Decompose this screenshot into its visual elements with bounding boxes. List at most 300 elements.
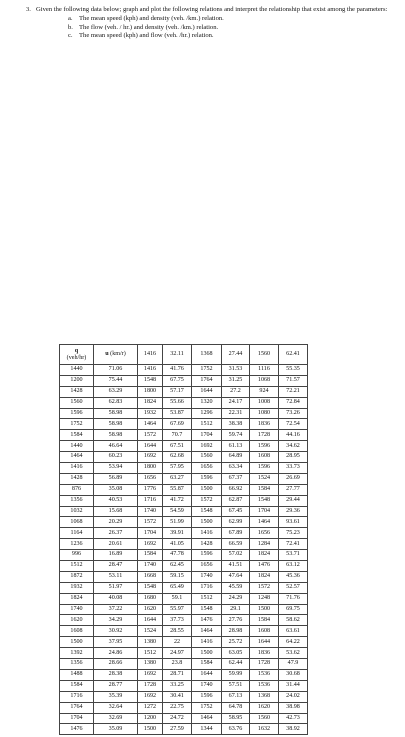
table-cell: 1536 — [250, 680, 279, 691]
table-cell: 46.64 — [94, 441, 138, 452]
table-cell: 60.23 — [94, 452, 138, 463]
table-cell: 1584 — [192, 659, 222, 670]
table-cell: 64.22 — [279, 637, 308, 648]
table-cell: 1476 — [60, 724, 94, 735]
table-cell: 924 — [250, 386, 279, 397]
table-cell: 1428 — [60, 386, 94, 397]
table-cell: 24.97 — [163, 648, 192, 659]
table-cell: 1596 — [192, 473, 222, 484]
table-cell: 72.54 — [279, 419, 308, 430]
table-cell: 1416 — [192, 637, 222, 648]
table-row — [60, 506, 308, 517]
table-row — [60, 550, 308, 561]
table-cell: 22.75 — [163, 702, 192, 713]
table-cell: 29.36 — [279, 506, 308, 517]
table-cell: 1596 — [60, 408, 94, 419]
table-row — [60, 713, 308, 724]
table-cell: 42.73 — [279, 713, 308, 724]
table-cell: 1656 — [192, 561, 222, 572]
table-cell: 53.62 — [279, 648, 308, 659]
item-text: The flow (veh. / hr.) and density (veh. /km.) relation. — [79, 23, 219, 31]
table-cell: 67.75 — [163, 375, 192, 386]
table-row — [60, 659, 308, 670]
table-cell: 1560 — [60, 397, 94, 408]
table-cell: 1596 — [192, 550, 222, 561]
table-cell: 28.98 — [222, 626, 250, 637]
table-body — [60, 365, 308, 735]
table-cell: 1752 — [192, 702, 222, 713]
table-row — [60, 582, 308, 593]
table-cell: 59.99 — [222, 669, 250, 680]
table-cell: 1680 — [138, 593, 163, 604]
table-cell: 1500 — [250, 604, 279, 615]
table-row — [60, 615, 308, 626]
table-cell: 1692 — [138, 452, 163, 463]
table-cell: 67.45 — [222, 506, 250, 517]
table-cell: 1692 — [192, 441, 222, 452]
table-cell: 1692 — [138, 669, 163, 680]
table-cell: 75.23 — [279, 528, 308, 539]
table-cell: 1536 — [250, 669, 279, 680]
table-cell: 1500 — [192, 648, 222, 659]
table-cell: 1716 — [60, 691, 94, 702]
table-cell: 41.76 — [163, 365, 192, 376]
table-row — [60, 702, 308, 713]
table-cell: 1836 — [250, 419, 279, 430]
table-cell: 1488 — [60, 669, 94, 680]
table-cell: 30.68 — [279, 669, 308, 680]
table-cell: 66.59 — [222, 539, 250, 550]
table-cell: 27.59 — [163, 724, 192, 735]
table-cell: 34.29 — [94, 615, 138, 626]
table-cell: 1572 — [138, 430, 163, 441]
table-cell: 1728 — [138, 680, 163, 691]
table-cell: 63.61 — [279, 626, 308, 637]
table-cell: 996 — [60, 550, 94, 561]
table-cell: 1548 — [138, 375, 163, 386]
table-cell: 1800 — [138, 386, 163, 397]
table-cell: 31.53 — [222, 365, 250, 376]
table-cell: 1068 — [60, 517, 94, 528]
table-cell: 1080 — [250, 408, 279, 419]
table-cell: 1572 — [138, 517, 163, 528]
table-cell: 38.38 — [222, 419, 250, 430]
table-cell: 53.11 — [94, 571, 138, 582]
table-cell: 1644 — [192, 386, 222, 397]
table-cell: 34.62 — [279, 441, 308, 452]
traffic-data-table — [59, 344, 308, 735]
table-cell: 26.69 — [279, 473, 308, 484]
table-cell: 41.72 — [163, 495, 192, 506]
table-cell: 62.83 — [94, 397, 138, 408]
table-cell: 59.74 — [222, 430, 250, 441]
table-row — [60, 561, 308, 572]
data-table-container — [59, 344, 308, 735]
table-cell: 1548 — [192, 604, 222, 615]
table-cell: 1380 — [138, 659, 163, 670]
question-block — [26, 6, 398, 41]
table-row — [60, 669, 308, 680]
table-cell: 28.55 — [163, 626, 192, 637]
table-cell: 39.91 — [163, 528, 192, 539]
table-cell: 1752 — [192, 365, 222, 376]
table-cell: 1428 — [60, 473, 94, 484]
table-cell: 1284 — [250, 539, 279, 550]
table-cell: 1344 — [192, 724, 222, 735]
table-cell: 1416 — [192, 528, 222, 539]
table-cell: 38.98 — [279, 702, 308, 713]
table-cell: 1464 — [192, 713, 222, 724]
table-cell: 1608 — [60, 626, 94, 637]
table-cell: 1716 — [192, 582, 222, 593]
table-cell: 1320 — [192, 397, 222, 408]
table-cell: 1476 — [192, 615, 222, 626]
table-cell: 24.17 — [222, 397, 250, 408]
table-cell: 1464 — [192, 626, 222, 637]
table-cell: 1464 — [60, 452, 94, 463]
table-cell: 51.97 — [94, 582, 138, 593]
table-cell: 1644 — [192, 669, 222, 680]
table-cell: 35.39 — [94, 691, 138, 702]
table-row — [60, 430, 308, 441]
table-row — [60, 626, 308, 637]
table-cell: 1548 — [192, 506, 222, 517]
table-cell: 1740 — [192, 680, 222, 691]
table-cell: 1512 — [138, 648, 163, 659]
table-cell: 1164 — [60, 528, 94, 539]
table-cell: 32.69 — [94, 713, 138, 724]
table-cell: 62.45 — [163, 561, 192, 572]
table-cell: 20.29 — [94, 517, 138, 528]
header-flow — [60, 345, 94, 365]
question-items — [26, 15, 398, 41]
table-cell: 59.1 — [163, 593, 192, 604]
table-cell: 1824 — [60, 593, 94, 604]
table-cell: 72.41 — [279, 539, 308, 550]
table-row — [60, 484, 308, 495]
table-cell: 28.66 — [94, 659, 138, 670]
table-cell: 73.26 — [279, 408, 308, 419]
table-cell: 47.78 — [163, 550, 192, 561]
table-cell: 1932 — [60, 582, 94, 593]
table-cell: 63.05 — [222, 648, 250, 659]
table-cell: 63.27 — [163, 473, 192, 484]
table-cell: 41.51 — [222, 561, 250, 572]
table-cell: 1704 — [60, 713, 94, 724]
table-cell: 1200 — [60, 375, 94, 386]
table-cell: 56.89 — [94, 473, 138, 484]
table-cell: 57.51 — [222, 680, 250, 691]
table-cell: 1572 — [192, 495, 222, 506]
table-cell: 1008 — [250, 397, 279, 408]
table-cell: 1740 — [192, 571, 222, 582]
table-cell: 1248 — [250, 593, 279, 604]
table-cell: 53.87 — [163, 408, 192, 419]
table-cell: 1740 — [138, 506, 163, 517]
table-row — [60, 539, 308, 550]
table-cell: 71.76 — [279, 593, 308, 604]
table-cell: 1632 — [250, 724, 279, 735]
table-row — [60, 637, 308, 648]
table-cell: 28.71 — [163, 669, 192, 680]
table-cell: 25.72 — [222, 637, 250, 648]
table-cell: 67.69 — [163, 419, 192, 430]
table-row — [60, 680, 308, 691]
table-cell: 45.36 — [279, 571, 308, 582]
table-row — [60, 473, 308, 484]
table-cell: 1656 — [250, 528, 279, 539]
table-row — [60, 593, 308, 604]
table-cell: 40.08 — [94, 593, 138, 604]
table-cell: 1764 — [192, 375, 222, 386]
table-cell: 1476 — [250, 561, 279, 572]
table-cell: 1716 — [138, 495, 163, 506]
table-cell: 62.87 — [222, 495, 250, 506]
table-cell: 16.89 — [94, 550, 138, 561]
question-stem — [26, 6, 398, 15]
table-cell: 69.75 — [279, 604, 308, 615]
table-cell: 65.49 — [163, 582, 192, 593]
header-col-7: 1560 — [250, 345, 279, 365]
table-cell: 63.29 — [94, 386, 138, 397]
table-cell: 37.73 — [163, 615, 192, 626]
table-cell: 29.44 — [279, 495, 308, 506]
table-cell: 72.84 — [279, 397, 308, 408]
table-row — [60, 397, 308, 408]
table-cell: 1524 — [138, 626, 163, 637]
table-cell: 1836 — [250, 648, 279, 659]
header-col-8: 62.41 — [279, 345, 308, 365]
table-cell: 1560 — [250, 713, 279, 724]
table-cell: 63.34 — [222, 463, 250, 474]
item-text: The mean speed (kph) and flow (veh. /hr.) relation. — [79, 32, 214, 40]
table-row — [60, 528, 308, 539]
table-cell: 26.37 — [94, 528, 138, 539]
table-cell: 1272 — [138, 702, 163, 713]
table-cell: 66.92 — [222, 484, 250, 495]
table-cell: 27.2 — [222, 386, 250, 397]
table-cell: 58.98 — [94, 430, 138, 441]
table-cell: 1644 — [138, 615, 163, 626]
table-cell: 1740 — [60, 604, 94, 615]
table-cell: 58.95 — [222, 713, 250, 724]
table-cell: 1620 — [250, 702, 279, 713]
table-cell: 67.37 — [222, 473, 250, 484]
table-cell: 1596 — [192, 691, 222, 702]
table-row — [60, 452, 308, 463]
table-cell: 38.92 — [279, 724, 308, 735]
table-cell: 64.89 — [222, 452, 250, 463]
item-text: The mean speed (kph) and density (veh. /km.) relation. — [79, 14, 224, 22]
table-cell: 28.47 — [94, 561, 138, 572]
table-cell: 1524 — [250, 473, 279, 484]
table-row — [60, 604, 308, 615]
table-cell: 1776 — [138, 484, 163, 495]
table-row — [60, 571, 308, 582]
table-row — [60, 648, 308, 659]
table-cell: 1512 — [192, 593, 222, 604]
table-cell: 58.62 — [279, 615, 308, 626]
table-cell: 22 — [163, 637, 192, 648]
table-cell: 1548 — [138, 582, 163, 593]
header-speed-unit: (km/r) — [108, 351, 126, 357]
table-cell: 62.99 — [222, 517, 250, 528]
table-cell: 1200 — [138, 713, 163, 724]
table-cell: 1392 — [60, 648, 94, 659]
table-cell: 59.15 — [163, 571, 192, 582]
table-cell: 1548 — [250, 495, 279, 506]
table-cell: 57.95 — [163, 463, 192, 474]
table-cell: 1608 — [250, 626, 279, 637]
table-cell: 37.95 — [94, 637, 138, 648]
table-cell: 72.21 — [279, 386, 308, 397]
table-cell: 15.68 — [94, 506, 138, 517]
table-cell: 37.22 — [94, 604, 138, 615]
table-cell: 1824 — [250, 550, 279, 561]
table-cell: 1440 — [60, 441, 94, 452]
question-item-c — [68, 32, 398, 41]
table-cell: 1728 — [250, 430, 279, 441]
table-header-row — [60, 345, 308, 365]
table-cell: 70.7 — [163, 430, 192, 441]
table-cell: 31.44 — [279, 680, 308, 691]
question-text: Given the following data below; graph and plot the following relations and interpret the relationship that exist among the parameters: — [36, 6, 388, 13]
table-cell: 1824 — [250, 571, 279, 582]
table-cell: 57.02 — [222, 550, 250, 561]
question-number: 3. — [26, 6, 31, 13]
table-cell: 28.38 — [94, 669, 138, 680]
table-cell: 28.77 — [94, 680, 138, 691]
header-flow-symbol: q — [74, 347, 79, 354]
table-cell: 1752 — [60, 419, 94, 430]
table-cell: 1068 — [250, 375, 279, 386]
table-cell: 63.12 — [279, 561, 308, 572]
table-cell: 1620 — [138, 604, 163, 615]
table-cell: 1500 — [60, 637, 94, 648]
table-cell: 23.8 — [163, 659, 192, 670]
table-cell: 93.61 — [279, 517, 308, 528]
table-cell: 1704 — [250, 506, 279, 517]
table-cell: 55.97 — [163, 604, 192, 615]
table-cell: 1620 — [60, 615, 94, 626]
table-cell: 1800 — [138, 463, 163, 474]
table-row — [60, 691, 308, 702]
table-cell: 1596 — [250, 463, 279, 474]
table-row — [60, 441, 308, 452]
table-cell: 1380 — [138, 637, 163, 648]
table-cell: 67.13 — [222, 691, 250, 702]
table-cell: 1644 — [138, 441, 163, 452]
header-col-6: 27.44 — [222, 345, 250, 365]
table-cell: 1584 — [250, 484, 279, 495]
table-row — [60, 517, 308, 528]
table-cell: 54.59 — [163, 506, 192, 517]
table-cell: 53.71 — [279, 550, 308, 561]
table-cell: 1512 — [192, 419, 222, 430]
table-cell: 1608 — [250, 452, 279, 463]
table-cell: 31.25 — [222, 375, 250, 386]
table-cell: 71.06 — [94, 365, 138, 376]
table-cell: 1704 — [138, 528, 163, 539]
table-cell: 27.76 — [222, 615, 250, 626]
table-cell: 1572 — [250, 582, 279, 593]
table-cell: 44.16 — [279, 430, 308, 441]
table-cell: 57.17 — [163, 386, 192, 397]
table-cell: 1560 — [192, 452, 222, 463]
table-cell: 35.09 — [94, 724, 138, 735]
table-cell: 71.57 — [279, 375, 308, 386]
table-cell: 1356 — [60, 495, 94, 506]
table-cell: 1584 — [138, 550, 163, 561]
header-col-5: 1368 — [192, 345, 222, 365]
table-cell: 64.78 — [222, 702, 250, 713]
table-row — [60, 408, 308, 419]
header-speed-symbol: u — [105, 351, 109, 357]
table-cell: 62.68 — [163, 452, 192, 463]
table-cell: 55.87 — [163, 484, 192, 495]
table-cell: 1500 — [192, 484, 222, 495]
table-cell: 53.94 — [94, 463, 138, 474]
question-item-a — [68, 15, 398, 24]
table-cell: 1692 — [138, 691, 163, 702]
table-cell: 51.99 — [163, 517, 192, 528]
table-cell: 67.89 — [222, 528, 250, 539]
table-cell: 1464 — [250, 517, 279, 528]
table-cell: 62.44 — [222, 659, 250, 670]
table-cell: 1584 — [60, 680, 94, 691]
table-cell: 1464 — [138, 419, 163, 430]
table-cell: 1656 — [138, 473, 163, 484]
table-cell: 33.25 — [163, 680, 192, 691]
table-cell: 55.66 — [163, 397, 192, 408]
table-cell: 35.08 — [94, 484, 138, 495]
table-cell: 24.72 — [163, 713, 192, 724]
table-cell: 52.57 — [279, 582, 308, 593]
table-cell: 1764 — [60, 702, 94, 713]
table-cell: 24.29 — [222, 593, 250, 604]
table-cell: 1824 — [138, 397, 163, 408]
table-cell: 1740 — [138, 561, 163, 572]
table-cell: 67.51 — [163, 441, 192, 452]
table-cell: 55.35 — [279, 365, 308, 376]
table-cell: 61.13 — [222, 441, 250, 452]
table-cell: 30.92 — [94, 626, 138, 637]
table-cell: 41.05 — [163, 539, 192, 550]
table-cell: 1872 — [60, 571, 94, 582]
table-cell: 1428 — [192, 539, 222, 550]
table-cell: 1728 — [250, 659, 279, 670]
item-label: a. — [68, 14, 73, 22]
table-cell: 24.86 — [94, 648, 138, 659]
table-cell: 1656 — [192, 463, 222, 474]
item-label: b. — [68, 23, 73, 31]
table-cell: 1704 — [192, 430, 222, 441]
table-cell: 1440 — [60, 365, 94, 376]
table-cell: 1500 — [138, 724, 163, 735]
table-cell: 1368 — [250, 691, 279, 702]
table-cell: 1416 — [138, 365, 163, 376]
table-row — [60, 495, 308, 506]
table-row — [60, 419, 308, 430]
table-cell: 1416 — [60, 463, 94, 474]
table-cell: 58.98 — [94, 408, 138, 419]
table-cell: 47.9 — [279, 659, 308, 670]
table-cell: 1584 — [60, 430, 94, 441]
table-cell: 32.64 — [94, 702, 138, 713]
table-cell: 33.73 — [279, 463, 308, 474]
header-col-3: 1416 — [138, 345, 163, 365]
question-item-b — [68, 24, 398, 33]
